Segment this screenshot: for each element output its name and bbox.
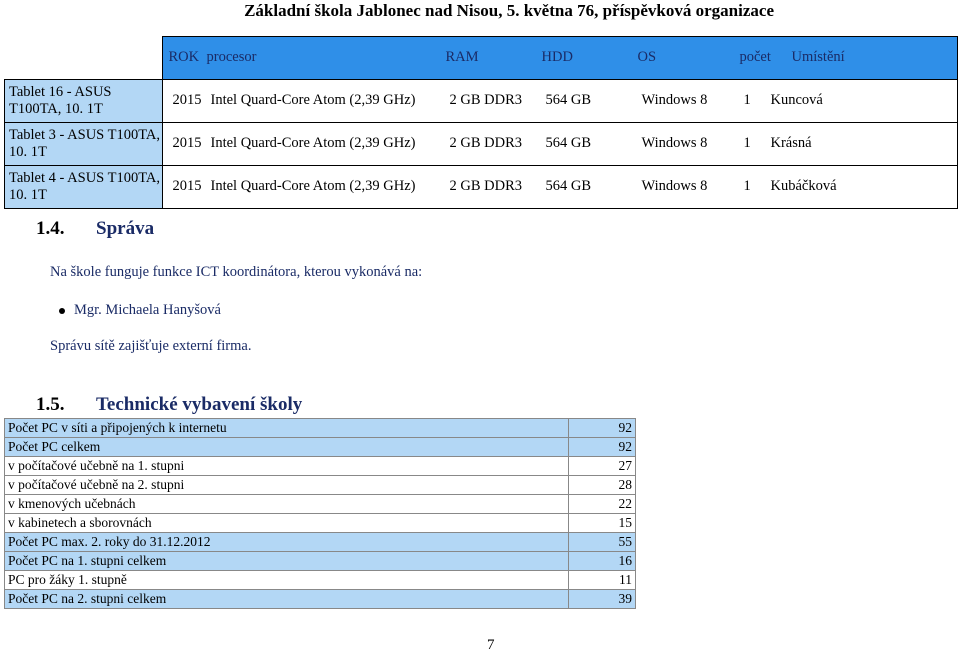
equipment-label: v kabinetech a sborovnách: [5, 514, 569, 533]
section-number: 1.4.: [36, 218, 65, 239]
section-title: Technické vybavení školy: [96, 394, 303, 415]
cell-hdd: 564 GB: [545, 178, 592, 194]
cell-pocet: 1: [743, 178, 751, 194]
cell-procesor: Intel Quard-Core Atom (2,39 GHz): [210, 178, 416, 194]
cell-os: Windows 8: [641, 92, 708, 108]
equipment-value: 39: [569, 590, 636, 609]
cell-ram: 2 GB DDR3: [449, 92, 523, 108]
equipment-value: 15: [569, 514, 636, 533]
table-row: [5, 533, 636, 552]
section-heading-sprava: [36, 218, 154, 240]
header-empty-cell: [5, 37, 163, 80]
cell-ram: 2 GB DDR3: [449, 135, 523, 151]
section-heading-vybaveni: [36, 394, 302, 416]
device-name: Tablet 16 - ASUS T100TA, 10. 1T: [5, 79, 163, 122]
table-row: [5, 79, 958, 122]
col-pocet: počet: [739, 49, 771, 66]
device-specs: [162, 165, 958, 208]
section-number: 1.5.: [36, 394, 65, 415]
sprava-note: Správu sítě zajišťuje externí firma.: [50, 338, 252, 354]
table-row: [5, 495, 636, 514]
equipment-value: 55: [569, 533, 636, 552]
table-row: [5, 590, 636, 609]
section-title: Správa: [96, 218, 155, 239]
cell-umisteni: Krásná: [770, 135, 812, 151]
table-row: [5, 514, 636, 533]
col-rok: ROK: [168, 49, 200, 66]
col-ram: RAM: [445, 49, 479, 66]
equipment-value: 27: [569, 457, 636, 476]
equipment-value: 11: [569, 571, 636, 590]
cell-hdd: 564 GB: [545, 92, 592, 108]
cell-rok: 2015: [172, 92, 202, 108]
col-hdd: HDD: [541, 49, 573, 66]
equipment-value: 16: [569, 552, 636, 571]
col-os: OS: [637, 49, 657, 66]
equipment-table: [4, 418, 636, 609]
table-row: [5, 438, 636, 457]
equipment-label: v počítačové učebně na 2. stupni: [5, 476, 569, 495]
cell-ram: 2 GB DDR3: [449, 178, 523, 194]
hardware-table-header: [162, 37, 958, 80]
cell-umisteni: Kuncová: [770, 92, 823, 108]
equipment-label: v kmenových učebnách: [5, 495, 569, 514]
table-row: [5, 419, 636, 438]
equipment-label: Počet PC v síti a připojených k internetu: [5, 419, 569, 438]
table-row: [5, 165, 958, 208]
table-row: [5, 571, 636, 590]
cell-umisteni: Kubáčková: [770, 178, 837, 194]
page-header: Základní škola Jablonec nad Nisou, 5. května 76, příspěvková organizace: [244, 1, 774, 20]
hardware-table: [4, 36, 958, 209]
col-procesor: procesor: [206, 49, 257, 66]
equipment-value: 92: [569, 419, 636, 438]
equipment-label: Počet PC na 1. stupni celkem: [5, 552, 569, 571]
device-specs: [162, 79, 958, 122]
equipment-value: 28: [569, 476, 636, 495]
cell-pocet: 1: [743, 135, 751, 151]
col-umisteni: Umístění: [791, 49, 845, 66]
hardware-table-header-row: [5, 37, 958, 80]
cell-pocet: 1: [743, 92, 751, 108]
equipment-label: PC pro žáky 1. stupně: [5, 571, 569, 590]
page-number: 7: [487, 637, 495, 653]
cell-rok: 2015: [172, 178, 202, 194]
equipment-label: Počet PC max. 2. roky do 31.12.2012: [5, 533, 569, 552]
cell-os: Windows 8: [641, 178, 708, 194]
equipment-value: 22: [569, 495, 636, 514]
equipment-label: v počítačové učebně na 1. stupni: [5, 457, 569, 476]
cell-hdd: 564 GB: [545, 135, 592, 151]
cell-procesor: Intel Quard-Core Atom (2,39 GHz): [210, 92, 416, 108]
equipment-value: 92: [569, 438, 636, 457]
table-row: [5, 552, 636, 571]
table-row: [5, 122, 958, 165]
table-row: [5, 476, 636, 495]
table-row: [5, 457, 636, 476]
coordinator-bullet: Mgr. Michaela Hanyšová: [74, 302, 221, 318]
cell-os: Windows 8: [641, 135, 708, 151]
sprava-intro: Na škole funguje funkce ICT koordinátora, kterou vykonává na:: [50, 264, 423, 280]
device-name: Tablet 4 - ASUS T100TA, 10. 1T: [5, 165, 163, 208]
cell-procesor: Intel Quard-Core Atom (2,39 GHz): [210, 135, 416, 151]
equipment-label: Počet PC celkem: [5, 438, 569, 457]
equipment-label: Počet PC na 2. stupni celkem: [5, 590, 569, 609]
device-name: Tablet 3 - ASUS T100TA, 10. 1T: [5, 122, 163, 165]
device-specs: [162, 122, 958, 165]
cell-rok: 2015: [172, 135, 202, 151]
